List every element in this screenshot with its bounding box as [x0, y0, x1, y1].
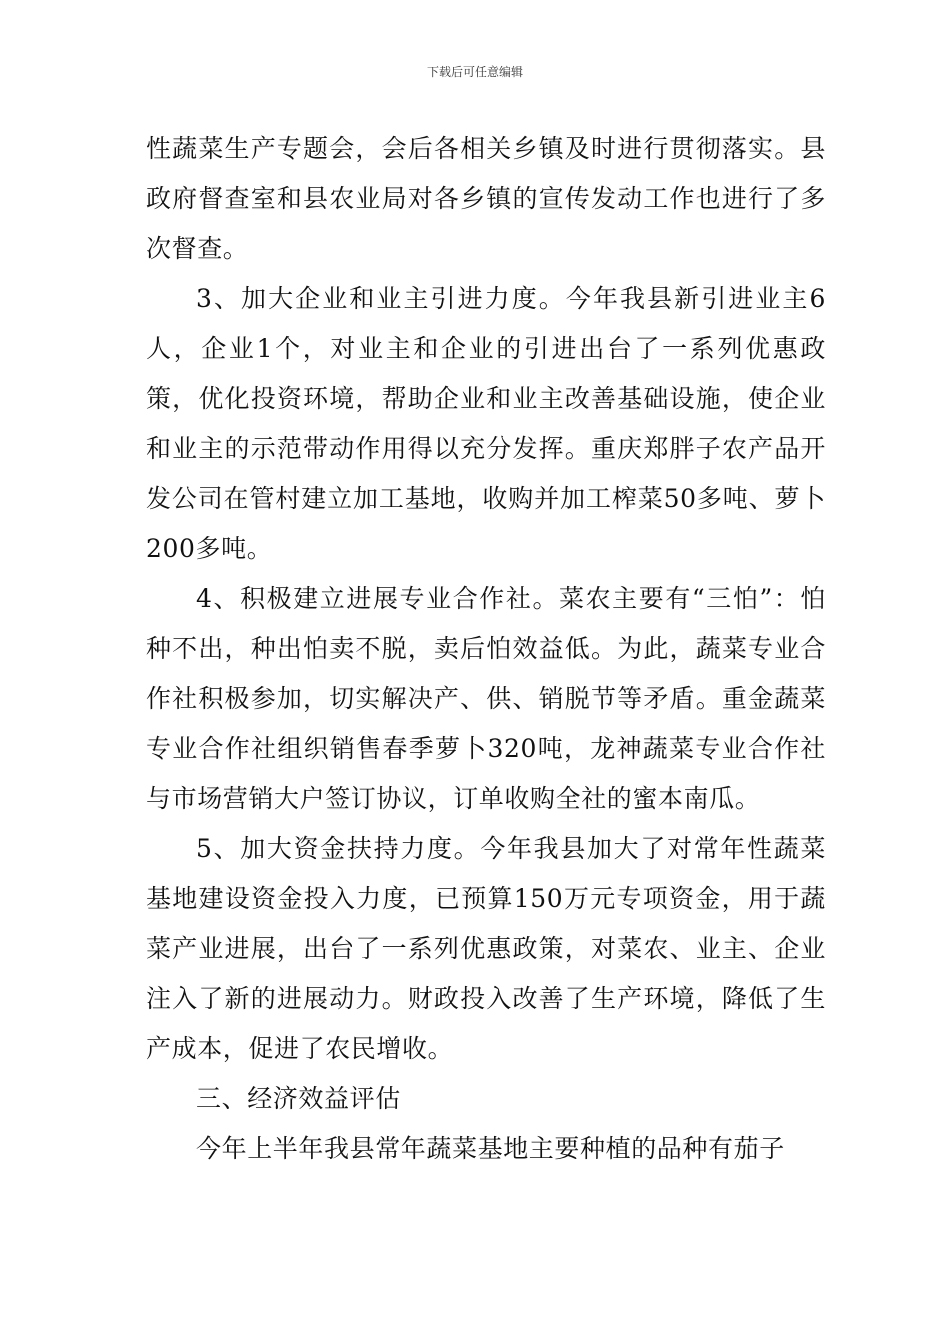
header-note: 下载后可任意编辑: [426, 65, 523, 79]
document-body: [146, 124, 826, 1174]
paragraph-3: 4、积极建立进展专业合作社。菜农主要有“三怕”：怕种不出，种出怕卖不脱，卖后怕效益低。为此，蔬菜专业合作社积极参加，切实解决产、供、销脱节等矛盾。重金蔬菜专业合作社组织销售春季萝卜320吨，龙神蔬菜专业合作社与市场营销大户签订协议，订单收购全社的蜜本南瓜。: [146, 584, 826, 813]
paragraph-5: 今年上半年我县常年蔬菜基地主要种植的品种有茄子: [196, 1134, 785, 1163]
paragraph-1: 性蔬菜生产专题会，会后各相关乡镇及时进行贯彻落实。县政府督查室和县农业局对各乡镇的宣传发动工作也进行了多次督查。: [146, 134, 826, 263]
section-heading: 三、经济效益评估: [196, 1084, 401, 1113]
paragraph-4: 5、加大资金扶持力度。今年我县加大了对常年性蔬菜基地建设资金投入力度，已预算150万元专项资金，用于蔬菜产业进展，出台了一系列优惠政策，对菜农、业主、企业注入了新的进展动力。财政投入改善了生产环境，降低了生产成本，促进了农民增收。: [146, 834, 826, 1063]
paragraph-2: 3、加大企业和业主引进力度。今年我县新引进业主6人，企业1个，对业主和企业的引进出台了一系列优惠政策，优化投资环境，帮助企业和业主改善基础设施，使企业和业主的示范带动作用得以充分发挥。重庆郑胖子农产品开发公司在管村建立加工基地，收购并加工榨菜50多吨、萝卜200多吨。: [146, 284, 826, 563]
page-header: [0, 64, 950, 80]
